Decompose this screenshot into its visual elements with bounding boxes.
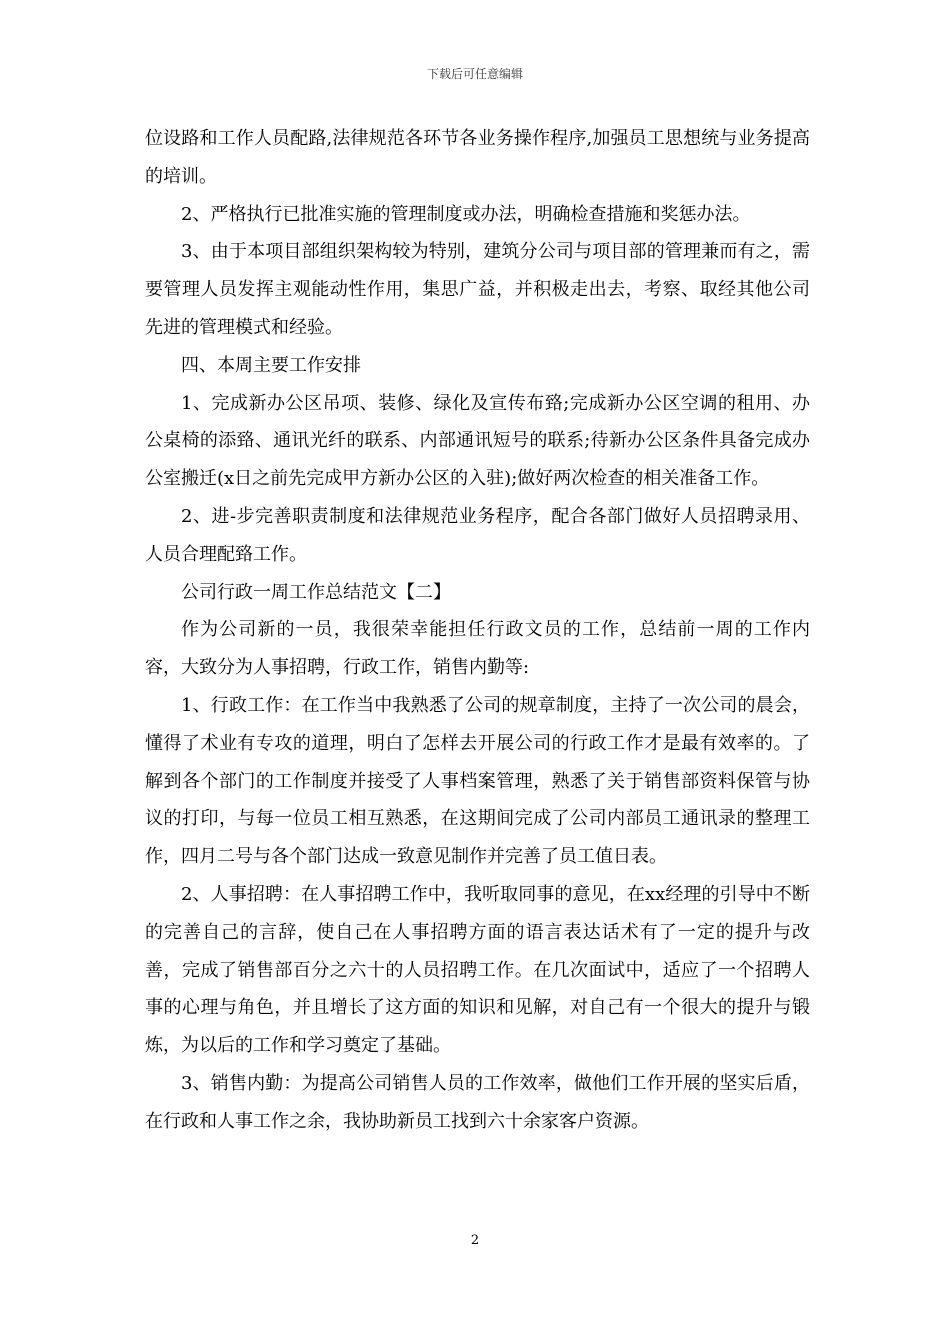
paragraph: 2、严格执行已批准实施的管理制度或办法，明确检查措施和奖惩办法。 [181, 203, 751, 225]
paragraph: 3、由于本项目部组织架构较为特别，建筑分公司与项目部的管理兼而有之，需要管理人员发挥主观能动性作用，集思广益，并积极走出去，考察、取经其他公司先进的管理模式和经验。 [145, 241, 810, 338]
section-heading: 公司行政一周工作总结范文【二】 [181, 581, 451, 603]
header-note: 下载后可任意编辑 [426, 67, 523, 81]
paragraph: 位设路和工作人员配路,法律规范各环节各业务操作程序,加强员工思想统与业务提高的培训。 [145, 128, 810, 187]
document-body [145, 120, 810, 1141]
paragraph: 2、人事招聘：在人事招聘工作中，我听取同事的意见，在xx经理的引导中不断的完善自己的言辞，使自己在人事招聘方面的语言表达话术有了一定的提升与改善，完成了销售部百分之六十的人员招聘工作。在几次面试中，适应了一个招聘人事的心理与角色，并且增长了这方面的知识和见解，对自己有一个很大的提升与锻炼，为以后的工作和学习奠定了基础。 [145, 883, 810, 1057]
paragraph: 3、销售内勤：为提高公司销售人员的工作效率，做他们工作开展的坚实后盾，在行政和人事工作之余，我协助新员工找到六十余家客户资源。 [145, 1072, 810, 1132]
paragraph: 1、完成新办公区吊项、装修、绿化及宣传布臵;完成新办公区空调的租用、办公桌椅的添臵、通讯光纤的联系、内部通讯短号的联系;待新办公区条件具备完成办公室搬迁(x日之前先完成甲方新办公区的入驻);做好两次检查的相关准备工作。 [145, 392, 810, 490]
page-footer [0, 1232, 950, 1250]
section-heading: 四、本周主要工作安排 [181, 354, 361, 376]
page-header [0, 66, 950, 82]
paragraph: 作为公司新的一员，我很荣幸能担任行政文员的工作，总结前一周的工作内容，大致分为人事招聘，行政工作，销售内勤等: [145, 619, 810, 679]
page-number: 2 [470, 1233, 480, 1248]
paragraph: 1、行政工作：在工作当中我熟悉了公司的规章制度，主持了一次公司的晨会，懂得了术业有专攻的道理，明白了怎样去开展公司的行政工作才是最有效率的。了解到各个部门的工作制度并接受了人事档案管理，熟悉了关于销售部资料保管与协议的打印，与每一位员工相互熟悉，在这期间完成了公司内部员工通讯录的整理工作，四月二号与各个部门达成一致意见制作并完善了员工值日表。 [145, 694, 810, 868]
paragraph: 2、进-步完善职责制度和法律规范业务程序，配合各部门做好人员招聘录用、人员合理配臵工作。 [145, 505, 810, 565]
